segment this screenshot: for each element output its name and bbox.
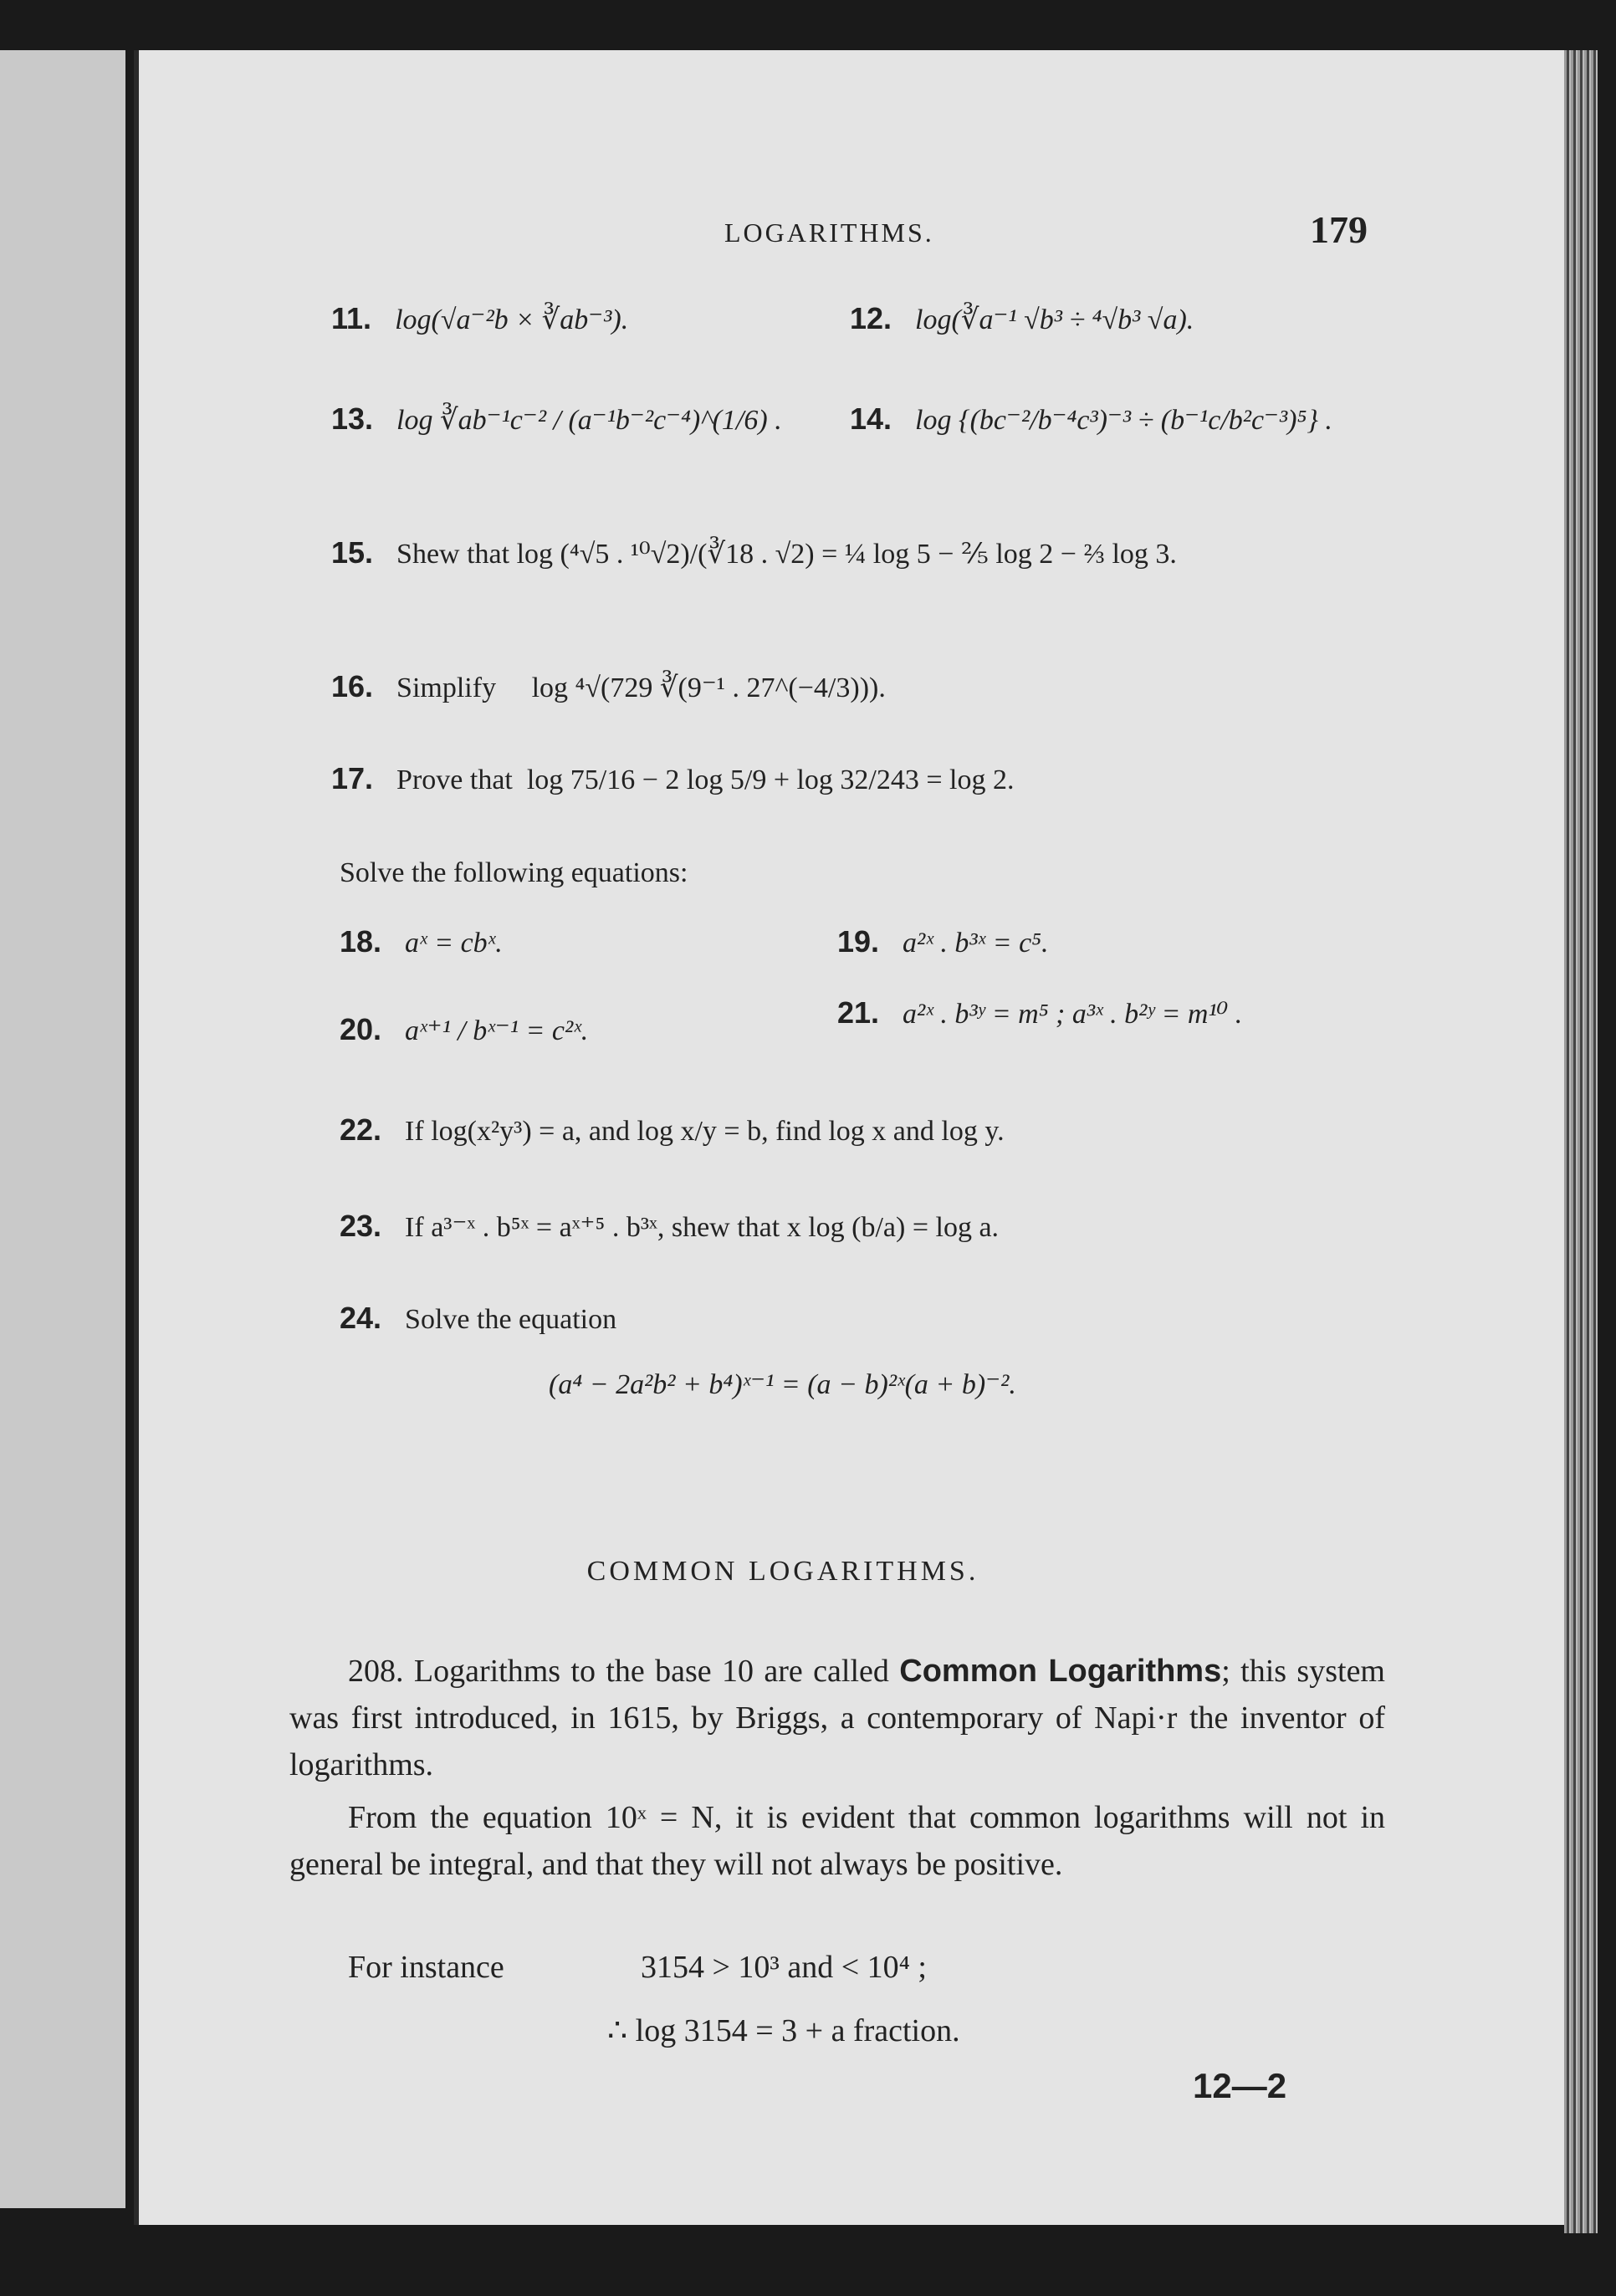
page-header (139, 159, 1564, 251)
exercise-11: 11. log(√a⁻²b × ∛ab⁻³). (331, 301, 629, 335)
book-page (134, 50, 1564, 2225)
exercise-23: 23. If a³⁻ˣ . b⁵ˣ = aˣ⁺⁵ . b³ˣ, shew that x log (b/a) = log a. (340, 1209, 1000, 1243)
solve-heading: Solve the following equations: (340, 857, 688, 888)
equation-24: (a⁴ − 2a²b² + b⁴)ˣ⁻¹ = (a − b)²ˣ(a + b)⁻². (549, 1369, 1016, 1400)
instance-label: For instance (348, 1950, 504, 1985)
exercise-18: 18. aˣ = cbˣ. (340, 924, 503, 959)
paragraph-208: 208. Logarithms to the base 10 are called Common Logarithms; this system was first introduced, in 1615, by Briggs, a contemporary of Napi·r the inventor of logarithms. (289, 1654, 1385, 1782)
exercise-22: 22. If log(x²y³) = a, and log x/y = b, find log x and log y. (340, 1112, 1005, 1147)
page-edge (1564, 50, 1598, 2233)
section-title: COMMON LOGARITHMS. (586, 1556, 979, 1587)
signature-mark: 12—2 (1193, 2066, 1287, 2105)
exercise-20: 20. aˣ⁺¹ / bˣ⁻¹ = c²ˣ. (340, 1012, 589, 1046)
exercise-14: 14. log {(bc⁻²/b⁻⁴c³)⁻³ ÷ (b⁻¹c/b²c⁻³)⁵} . (850, 401, 1332, 436)
running-head: LOGARITHMS. (724, 217, 934, 248)
exercise-16: 16. Simplify log ⁴√(729 ∛(9⁻¹ . 27^(−4/3))). (331, 669, 886, 703)
exercise-17: 17. Prove that log 75/16 − 2 log 5/9 + log 32/243 = log 2. (331, 761, 1015, 795)
exercise-15: 15. Shew that log (⁴√5 . ¹⁰√2)/(∛18 . √2) = ¼ log 5 − ⅖ log 2 − ⅔ log 3. (331, 535, 1177, 570)
exercise-13: 13. log ∛ab⁻¹c⁻² / (a⁻¹b⁻²c⁻⁴)^(1/6) . (331, 401, 782, 436)
exercise-12: 12. log(∛a⁻¹ √b³ ÷ ⁴√b³ √a). (850, 301, 1194, 335)
left-facing-page (0, 50, 125, 2208)
exercise-24: 24. Solve the equation (340, 1301, 617, 1335)
paragraph-common-log: From the equation 10ˣ = N, it is evident that common logarithms will not in general be integral, and that they will not always be positive. (289, 1800, 1385, 1882)
instance-line-2: ∴ log 3154 = 3 + a fraction. (607, 2013, 960, 2048)
page-number: 179 (1310, 208, 1368, 251)
instance-line-1: 3154 > 10³ and < 10⁴ ; (641, 1950, 927, 1985)
exercise-19: 19. a²ˣ . b³ˣ = c⁵. (837, 924, 1049, 959)
exercise-21: 21. a²ˣ . b³ʸ = m⁵ ; a³ˣ . b²ʸ = m¹⁰ . (837, 995, 1243, 1030)
